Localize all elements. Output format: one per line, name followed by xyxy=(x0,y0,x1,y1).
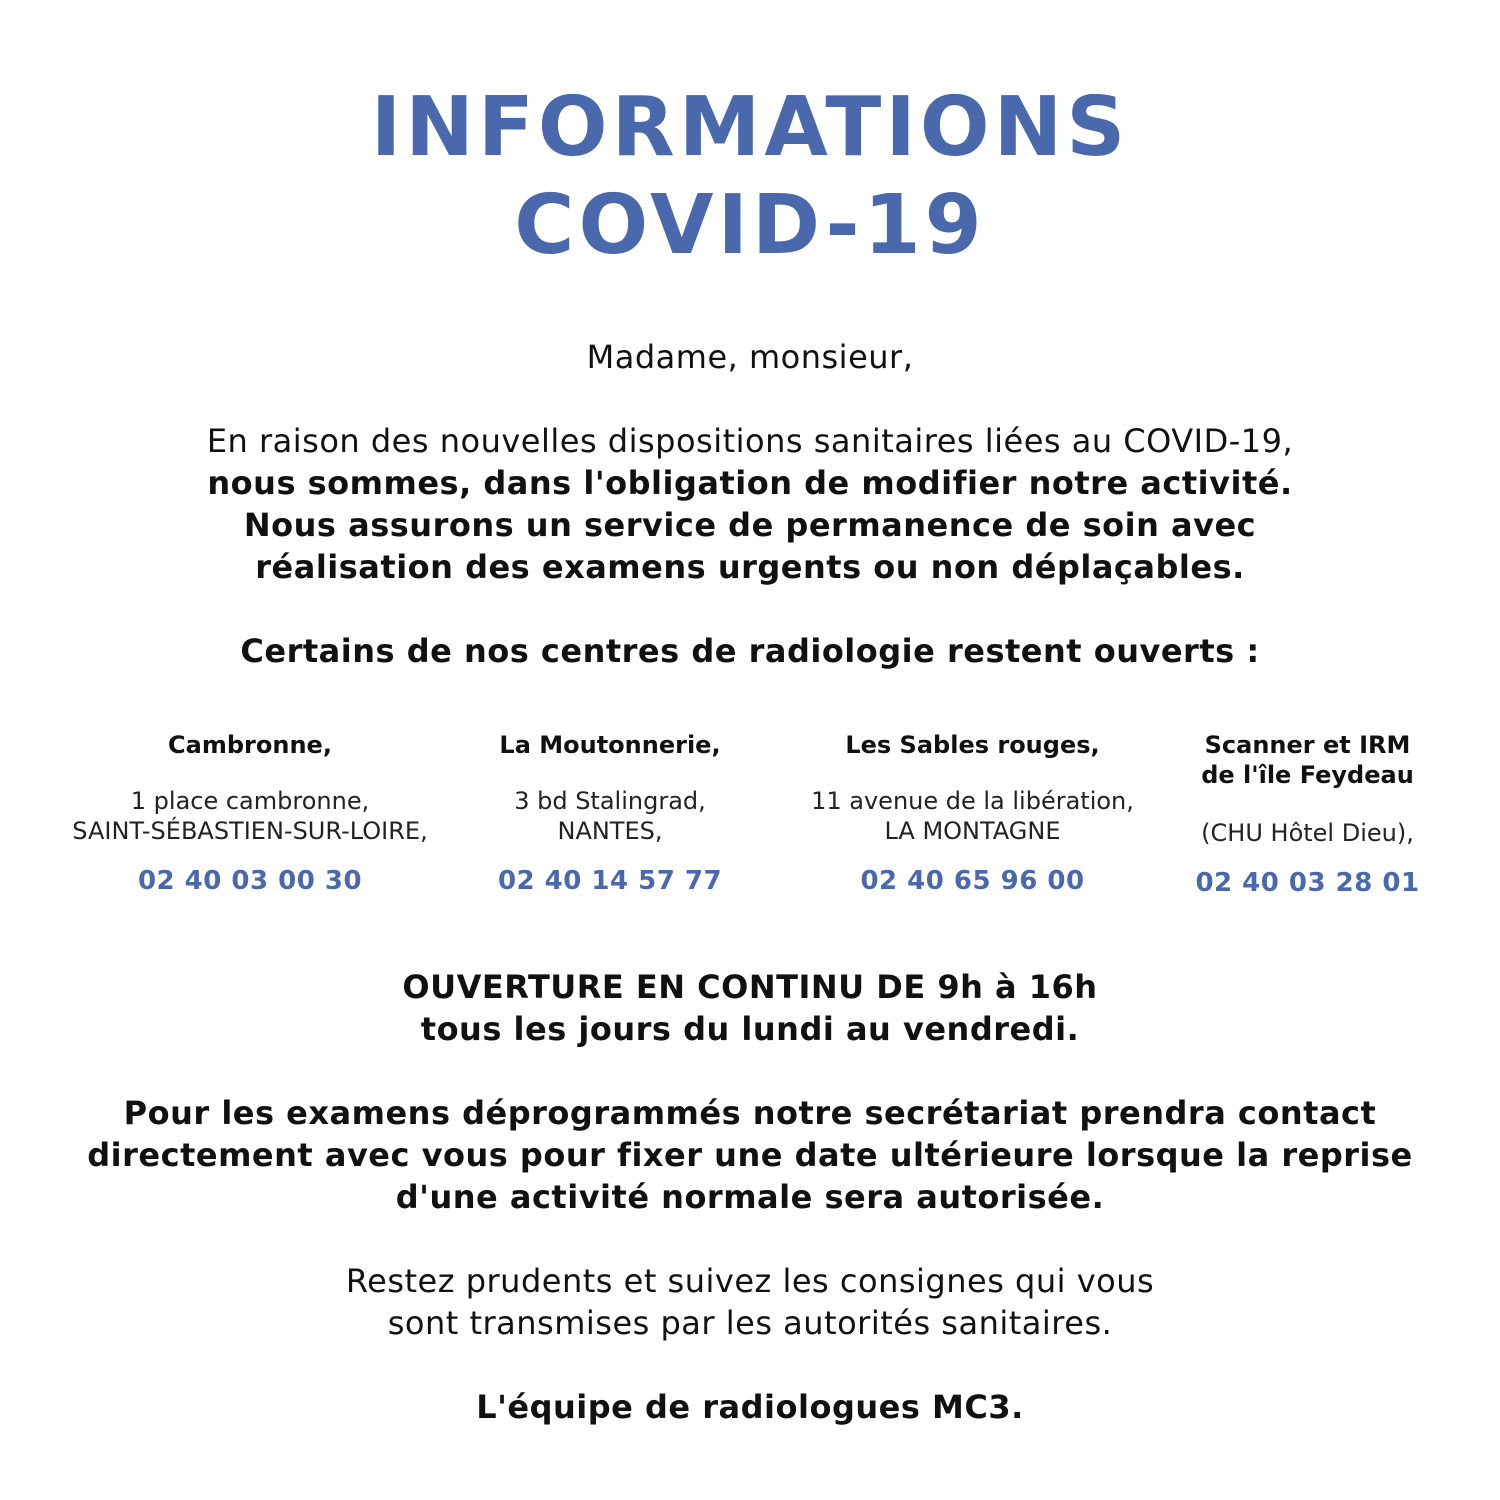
followup-line-1: Pour les examens déprogrammés notre secrétariat prendra contact xyxy=(123,1094,1377,1132)
center-phone[interactable]: 02 40 03 00 30 xyxy=(137,866,363,896)
centers-list xyxy=(0,730,1500,920)
center-cambronne xyxy=(40,730,460,896)
center-address-line: (CHU Hôtel Dieu), xyxy=(1201,819,1414,847)
center-les-sables-rouges xyxy=(780,730,1165,896)
center-phone[interactable]: 02 40 03 28 01 xyxy=(1195,868,1420,898)
intro-paragraph-line-4: réalisation des examens urgents ou non déplaçables. xyxy=(255,548,1245,586)
center-address-line: SAINT-SÉBASTIEN-SUR-LOIRE, xyxy=(72,817,428,845)
followup-line-2: directement avec vous pour fixer une date ultérieure lorsque la reprise xyxy=(87,1136,1413,1174)
center-ile-feydeau xyxy=(1170,730,1445,898)
signature: L'équipe de radiologues MC3. xyxy=(476,1388,1024,1426)
center-address-line: 1 place cambronne, xyxy=(130,787,370,815)
center-name: Scanner et IRM xyxy=(1204,731,1411,759)
center-address xyxy=(780,786,1165,846)
title-line-1: INFORMATIONS xyxy=(370,80,1130,175)
center-name: La Moutonnerie, xyxy=(499,731,721,759)
intro-paragraph-line-2: nous sommes, dans l'obligation de modifier notre activité. xyxy=(207,464,1293,502)
center-name: Les Sables rouges, xyxy=(845,731,1100,759)
center-phone[interactable]: 02 40 65 96 00 xyxy=(860,866,1085,896)
center-address-line: 3 bd Stalingrad, xyxy=(514,787,706,815)
greeting: Madame, monsieur, xyxy=(586,338,914,376)
advice-line-2: sont transmises par les autorités sanitaires. xyxy=(387,1304,1113,1342)
center-address-line: LA MONTAGNE xyxy=(884,817,1061,845)
center-address xyxy=(40,786,460,846)
center-address-line: 11 avenue de la libération, xyxy=(811,787,1134,815)
center-address-line: NANTES, xyxy=(557,817,663,845)
center-address xyxy=(1170,818,1445,848)
center-address xyxy=(460,786,760,846)
intro-paragraph-line-3: Nous assurons un service de permanence de soin avec xyxy=(243,506,1257,544)
center-phone[interactable]: 02 40 14 57 77 xyxy=(497,866,723,896)
followup-line-3: d'une activité normale sera autorisée. xyxy=(395,1178,1105,1216)
centers-intro: Certains de nos centres de radiologie restent ouverts : xyxy=(240,632,1260,670)
hours-line-1: OUVERTURE EN CONTINU DE 9h à 16h xyxy=(402,968,1098,1006)
title-line-2: COVID-19 xyxy=(514,178,986,273)
center-la-moutonnerie xyxy=(460,730,760,896)
center-name: de l'île Feydeau xyxy=(1201,761,1414,789)
hours-line-2: tous les jours du lundi au vendredi. xyxy=(420,1010,1080,1048)
intro-paragraph-line-1: En raison des nouvelles dispositions sanitaires liées au COVID-19, xyxy=(206,422,1294,460)
advice-line-1: Restez prudents et suivez les consignes qui vous xyxy=(345,1262,1155,1300)
center-name: Cambronne, xyxy=(168,731,332,759)
